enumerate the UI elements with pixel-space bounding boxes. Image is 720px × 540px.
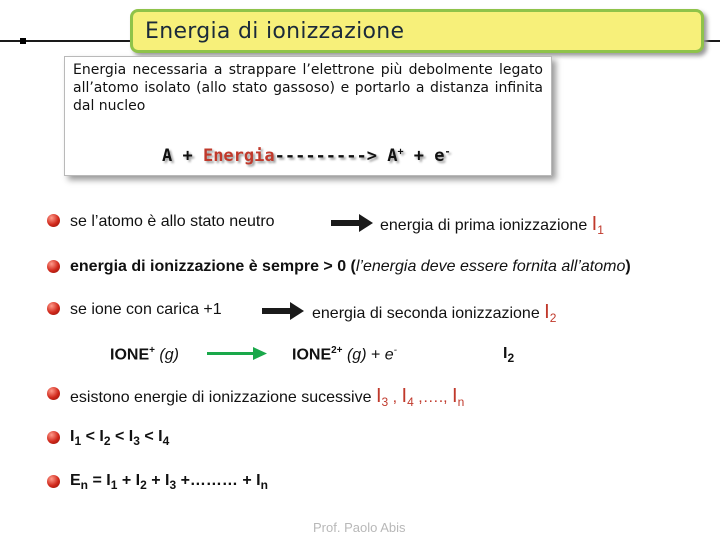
ionization-equation — [162, 146, 450, 166]
bullet-5-s4: 4 — [162, 434, 170, 449]
reaction-label — [503, 345, 514, 365]
bullet-6-s1: 1 — [110, 478, 118, 493]
bullet-icon — [47, 387, 60, 400]
bullet-4-text — [70, 385, 464, 409]
bullet-5-lt2: < I — [110, 428, 134, 445]
bullet-6-s3: 3 — [169, 478, 177, 493]
bullet-5-lt3: < I — [139, 428, 163, 445]
reaction-phase-1: (g) — [154, 346, 179, 364]
bullet-3-subscript: 2 — [549, 311, 557, 326]
bullet-5-lt1: < I — [81, 428, 104, 445]
title-banner — [130, 9, 704, 53]
bullet-4-in: I — [452, 385, 458, 407]
green-arrow-icon — [207, 347, 267, 361]
equation-electron-charge: - — [444, 146, 451, 158]
bullet-6-p1: + I — [117, 472, 141, 489]
reaction-ion-charge: + — [149, 345, 155, 356]
bullet-icon — [47, 260, 60, 273]
reaction-label-subscript: 2 — [507, 351, 515, 366]
bullet-4-s4: 4 — [407, 395, 414, 410]
reaction-ion: IONE — [110, 346, 150, 364]
reaction-reactant — [110, 345, 179, 364]
equation-ion-charge: + — [397, 146, 404, 158]
bullet-3-condition: se ione con carica +1 — [70, 301, 222, 318]
bullet-1-condition: se l’atomo è allo stato neutro — [70, 213, 275, 230]
definition-text: Energia necessaria a strappare l’elettrone più debolmente legato all’atomo isolato (allo stato gassoso) e portarlo a distanza infinita dal nucleo — [73, 62, 543, 114]
bullet-5-inequality — [70, 428, 169, 448]
bullet-3-result — [312, 301, 556, 325]
bullet-4-sn: n — [457, 395, 465, 410]
reaction-label-symbol: I — [503, 345, 508, 362]
reaction-electron-charge: - — [393, 345, 398, 356]
bullet-4-i3: I — [375, 385, 382, 407]
bullet-icon — [47, 302, 60, 315]
bullet-3-symbol: I — [544, 301, 550, 323]
equation-electron: + e — [403, 146, 445, 166]
bullet-1-subscript: 1 — [597, 223, 604, 238]
bullet-icon — [47, 475, 60, 488]
bullet-2-note: l’energia deve essere fornita all’atomo — [355, 258, 626, 275]
bullet-5-s2: 2 — [103, 434, 111, 449]
bullet-6-eq: = I — [88, 472, 111, 489]
bullet-1-result — [380, 213, 604, 237]
bullet-2-text — [70, 258, 631, 276]
bullet-6-e: E — [70, 472, 81, 489]
reaction-product-charge: 2+ — [331, 345, 343, 356]
bullet-1-symbol: I — [591, 213, 598, 235]
reaction-product-ion: IONE — [292, 346, 332, 364]
definition-box — [64, 56, 552, 176]
equation-ion: A — [387, 146, 398, 166]
bullet-4-dots: ,…., — [413, 389, 453, 406]
equation-arrow: ---------> — [274, 146, 388, 166]
reaction-phase-2: (g) — [342, 346, 367, 364]
bullet-1-result-text: energia di prima ionizzazione — [380, 217, 592, 234]
reaction-product — [292, 345, 397, 364]
page-title: Energia di ionizzazione — [145, 19, 405, 44]
equation-energy: Energia — [202, 146, 275, 166]
equation-reactant: A + — [162, 146, 203, 166]
bullet-5-i1: I — [70, 428, 75, 445]
reaction-plus: + — [366, 346, 385, 364]
bullet-icon — [47, 431, 60, 444]
reaction-electron: e — [384, 346, 394, 364]
bullet-2-close: ) — [625, 258, 631, 275]
footer-author: Prof. Paolo Abis — [313, 520, 406, 535]
bullet-6-p3: +……… + I — [176, 472, 261, 489]
bullet-4-comma: , — [388, 389, 402, 406]
arrow-right-icon — [331, 213, 373, 233]
arrow-right-icon — [262, 301, 304, 321]
bullet-4-i4: I — [401, 385, 408, 407]
bullet-6-en: n — [80, 478, 89, 493]
bullet-4-s3: 3 — [381, 395, 389, 410]
bullet-6-sum — [70, 472, 268, 492]
bullet-6-s2: 2 — [140, 478, 147, 493]
bullet-5-s3: 3 — [133, 434, 140, 449]
header-rule-left-marker — [20, 38, 26, 44]
bullet-4-statement: esistono energie di ionizzazione sucessive — [70, 389, 376, 406]
bullet-icon — [47, 214, 60, 227]
bullet-2-statement: energia di ionizzazione è sempre > 0 ( — [70, 258, 356, 275]
bullet-3-result-text: energia di seconda ionizzazione — [312, 305, 545, 322]
bullet-5-s1: 1 — [74, 434, 82, 449]
bullet-6-p2: + I — [146, 472, 170, 489]
bullet-6-sn: n — [260, 478, 268, 493]
